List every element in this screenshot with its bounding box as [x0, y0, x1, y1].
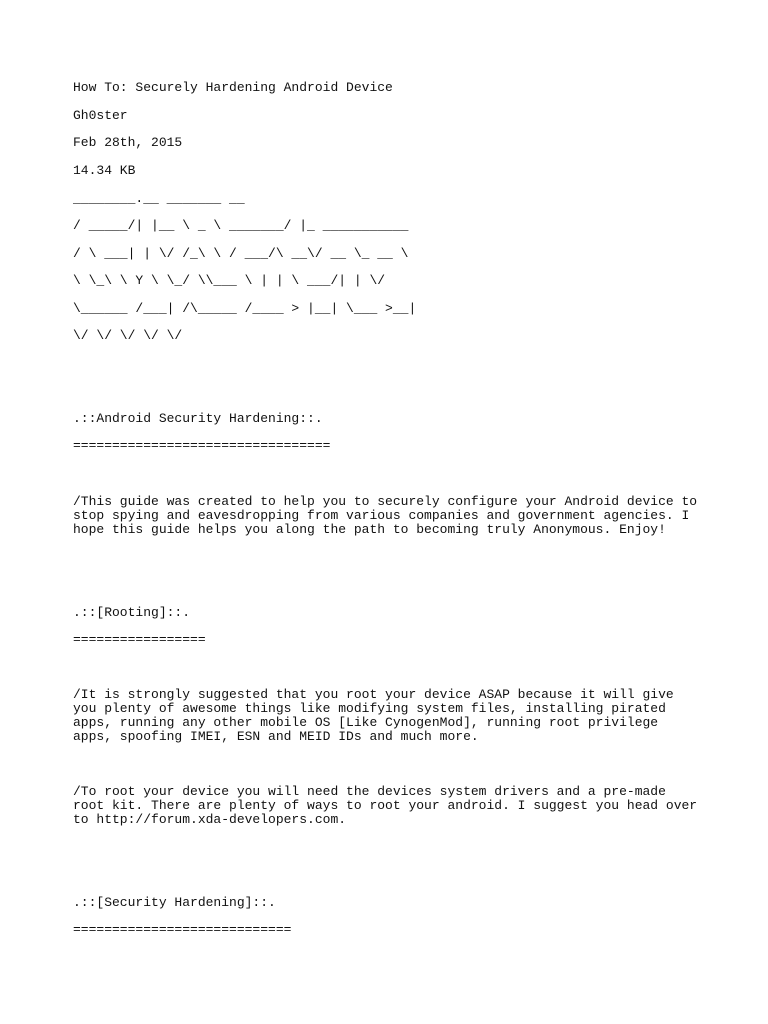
ascii-banner-line: \______ /___| /\_____ /____ > |__| \___ >__|: [73, 301, 417, 316]
ascii-banner-line: / _____/| |__ \ _ \ _______/ |_ ___________: [73, 218, 409, 233]
publish-date: Feb 28th, 2015: [73, 135, 183, 150]
security-hardening-heading: .::[Security Hardening]::.: [73, 895, 276, 910]
rooting-paragraph: /It is strongly suggested that you root your device ASAP because it will give you plenty of awesome things like modifying system files, installing pirated apps, running any other mobile OS [Like CynogenMod], running root privilege apps, spoofing IMEI, ESN and MEID IDs and much more.: [73, 687, 674, 744]
intro-paragraph: /This guide was created to help you to securely configure your Android device to stop spying and eavesdropping from various companies and government agencies. I hope this guide helps you along the path to becoming truly Anonymous. Enjoy!: [73, 494, 698, 537]
rooting-instructions-paragraph: /To root your device you will need the devices system drivers and a pre-made root kit. There are plenty of ways to root your android. I suggest you head over to http://forum.xda-developers.com.: [73, 784, 698, 827]
ascii-banner-line: \ \_\ \ Y \ \_/ \\___ \ | | \ ___/| | \/: [73, 273, 386, 288]
android-hardening-heading: .::Android Security Hardening::.: [73, 411, 323, 426]
author-name: Gh0ster: [73, 108, 128, 123]
file-size: 14.34 KB: [73, 163, 136, 178]
heading-rule: =================: [73, 632, 206, 647]
ascii-banner-line: / \ ___| | \/ /_\ \ / ___/\ __\/ __ \_ __ \: [73, 246, 409, 261]
heading-rule: =================================: [73, 438, 331, 453]
heading-rule: ============================: [73, 922, 292, 937]
ascii-banner-line: ________.__ _______ __: [73, 191, 245, 206]
rooting-heading: .::[Rooting]::.: [73, 605, 191, 620]
document-title: How To: Securely Hardening Android Device: [73, 80, 393, 95]
ascii-banner-line: \/ \/ \/ \/ \/: [73, 328, 183, 343]
